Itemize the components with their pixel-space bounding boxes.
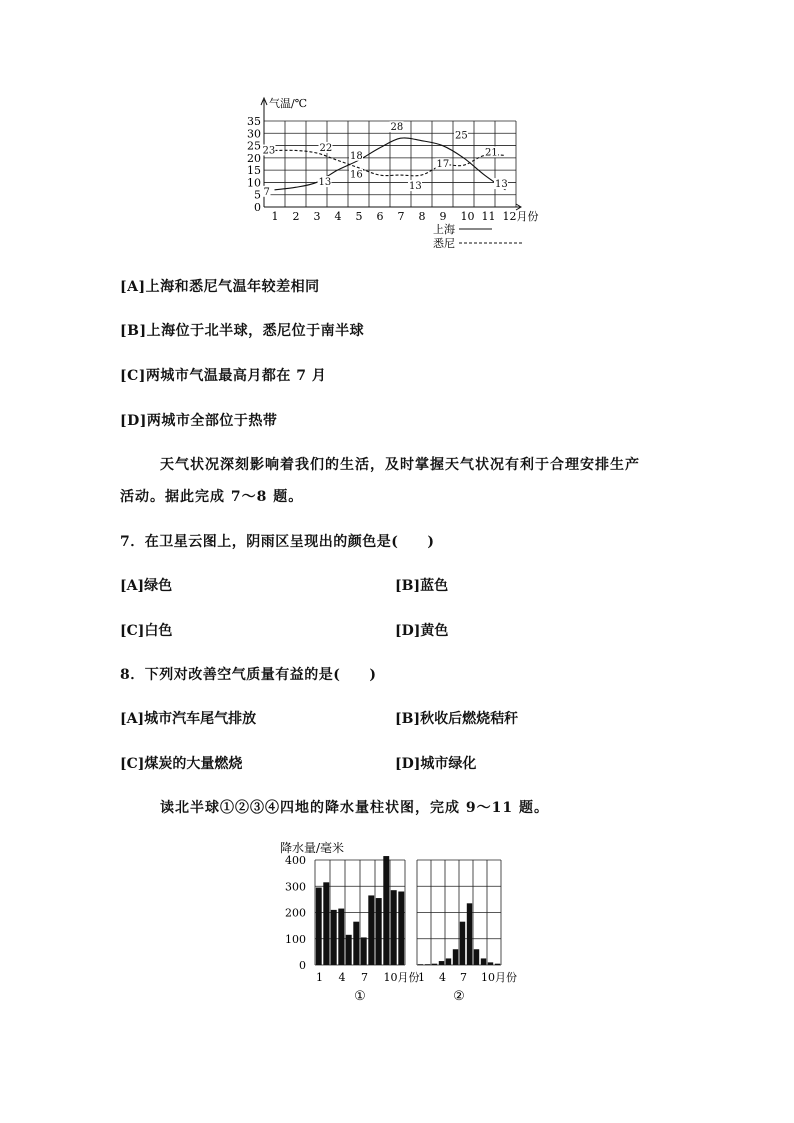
data-label: 7	[263, 186, 270, 198]
y-tick-label: 35	[247, 115, 261, 128]
y-tick-label: 10	[247, 176, 261, 190]
y-tick-label: 20	[247, 151, 261, 165]
y-tick-label: 0	[299, 959, 306, 972]
precip-bar-1	[338, 909, 344, 965]
panel-label-1: ①	[354, 989, 366, 1004]
data-label: 18	[350, 150, 363, 162]
precip-bar-2	[453, 949, 458, 965]
x-tick-label: 11	[481, 210, 496, 223]
y-tick-label: 25	[247, 139, 261, 153]
precip-bar-2	[488, 962, 493, 965]
temperature-line-chart	[246, 94, 546, 254]
precip-bar-2	[474, 949, 479, 965]
precip-bar-2	[446, 958, 451, 965]
q7-option-a[interactable]: [A]绿色	[120, 578, 173, 594]
x-tick-label: 4	[439, 971, 446, 984]
q8-option-d[interactable]: [D]城市绿化	[395, 756, 477, 772]
x-tick-label: 10月份	[481, 971, 517, 984]
precip-bar-1	[316, 888, 322, 965]
passage-weather-line2: 活动。据此完成 7～8 题。	[120, 489, 304, 505]
precip-bar-2	[425, 964, 430, 965]
y-tick-label: 400	[285, 854, 306, 867]
q8-option-a[interactable]: [A]城市汽车尾气排放	[120, 711, 257, 727]
q8-option-c[interactable]: [C]煤炭的大量燃烧	[120, 756, 243, 772]
x-tick-label: 6	[376, 210, 384, 223]
q6-option-a[interactable]: [A]上海和悉尼气温年较差相同	[120, 279, 320, 295]
precip-bar-1	[368, 895, 374, 965]
precip-bar-1	[383, 856, 389, 965]
q7-option-d[interactable]: [D]黄色	[395, 623, 449, 639]
x-tick-label: 1	[271, 210, 279, 223]
x-tick-label: 1	[316, 971, 323, 984]
x-tick-label: 10	[460, 210, 475, 223]
precip-bar-1	[353, 922, 359, 965]
precip-bar-2	[418, 964, 423, 965]
x-tick-label: 4	[338, 971, 346, 984]
data-label: 23	[262, 145, 276, 157]
y-tick-label: 0	[254, 201, 261, 214]
x-tick-label: 3	[313, 210, 321, 223]
panel-label-2: ②	[453, 989, 465, 1004]
x-tick-label: 9	[439, 210, 447, 223]
x-tick-label: 10月份	[383, 971, 420, 984]
legend-label-shanghai: 上海	[433, 223, 455, 236]
legend-label-sydney: 悉尼	[433, 237, 455, 250]
precip-bar-1	[323, 882, 329, 965]
precip-bar-2	[481, 958, 486, 965]
passage-weather-line1: 天气状况深刻影响着我们的生活，及时掌握天气状况有利于合理安排生产	[160, 457, 640, 473]
x-tick-label: 2	[292, 210, 300, 223]
q7-option-b[interactable]: [B]蓝色	[395, 578, 449, 594]
y-tick-label: 100	[285, 932, 306, 946]
data-label: 21	[485, 147, 498, 159]
data-label: 28	[390, 122, 404, 134]
data-label: 16	[350, 169, 363, 181]
precipitation-bar-charts	[278, 838, 538, 1008]
data-label: 17	[436, 159, 450, 171]
precip-bar-1	[391, 890, 397, 965]
precip-bar-1	[331, 910, 337, 965]
x-tick-label: 7	[460, 971, 467, 984]
precip-bar-1	[376, 898, 382, 965]
precip-bar-1	[346, 935, 352, 965]
q7-option-c[interactable]: [C]白色	[120, 623, 173, 639]
precip-bar-2	[432, 964, 437, 965]
data-label: 22	[319, 142, 333, 154]
x-tick-label: 4	[334, 210, 342, 223]
q6-option-c[interactable]: [C]两城市气温最高月都在 7 月	[120, 368, 327, 384]
data-label: 13	[318, 177, 332, 189]
precip-bar-1	[361, 937, 367, 965]
x-tick-label: 7	[361, 971, 368, 984]
q7-stem: 7．在卫星云图上，阴雨区呈现出的颜色是( )	[120, 534, 435, 550]
y-tick-label: 200	[285, 906, 306, 920]
x-tick-label: 1	[418, 971, 425, 984]
y-axis-label: 气温/℃	[269, 97, 308, 110]
precip-bar-1	[398, 892, 404, 966]
q8-stem: 8．下列对改善空气质量有益的是( )	[120, 667, 377, 683]
data-label: 13	[495, 179, 508, 191]
q6-option-d[interactable]: [D]两城市全部位于热带	[120, 413, 278, 429]
precip-bar-2	[439, 961, 444, 965]
data-label: 25	[455, 130, 468, 142]
data-label: 13	[409, 181, 422, 193]
precip-bar-2	[467, 903, 472, 965]
q6-option-b[interactable]: [B]上海位于北半球，悉尼位于南半球	[120, 323, 365, 339]
y-axis-label: 降水量/毫米	[280, 841, 345, 855]
passage-precip: 读北半球①②③④四地的降水量柱状图，完成 9～11 题。	[160, 800, 549, 816]
x-tick-label: 7	[397, 210, 405, 223]
x-tick-label: 5	[355, 210, 363, 223]
x-tick-label: 8	[418, 210, 426, 223]
y-tick-label: 15	[247, 164, 261, 178]
q8-option-b[interactable]: [B]秋收后燃烧秸秆	[395, 711, 519, 727]
y-tick-label: 300	[285, 880, 306, 894]
x-tick-label: 12月份	[502, 210, 539, 223]
precip-bar-2	[495, 964, 500, 965]
y-tick-label: 30	[247, 127, 261, 141]
y-tick-label: 5	[254, 188, 261, 202]
precip-bar-2	[460, 922, 465, 965]
